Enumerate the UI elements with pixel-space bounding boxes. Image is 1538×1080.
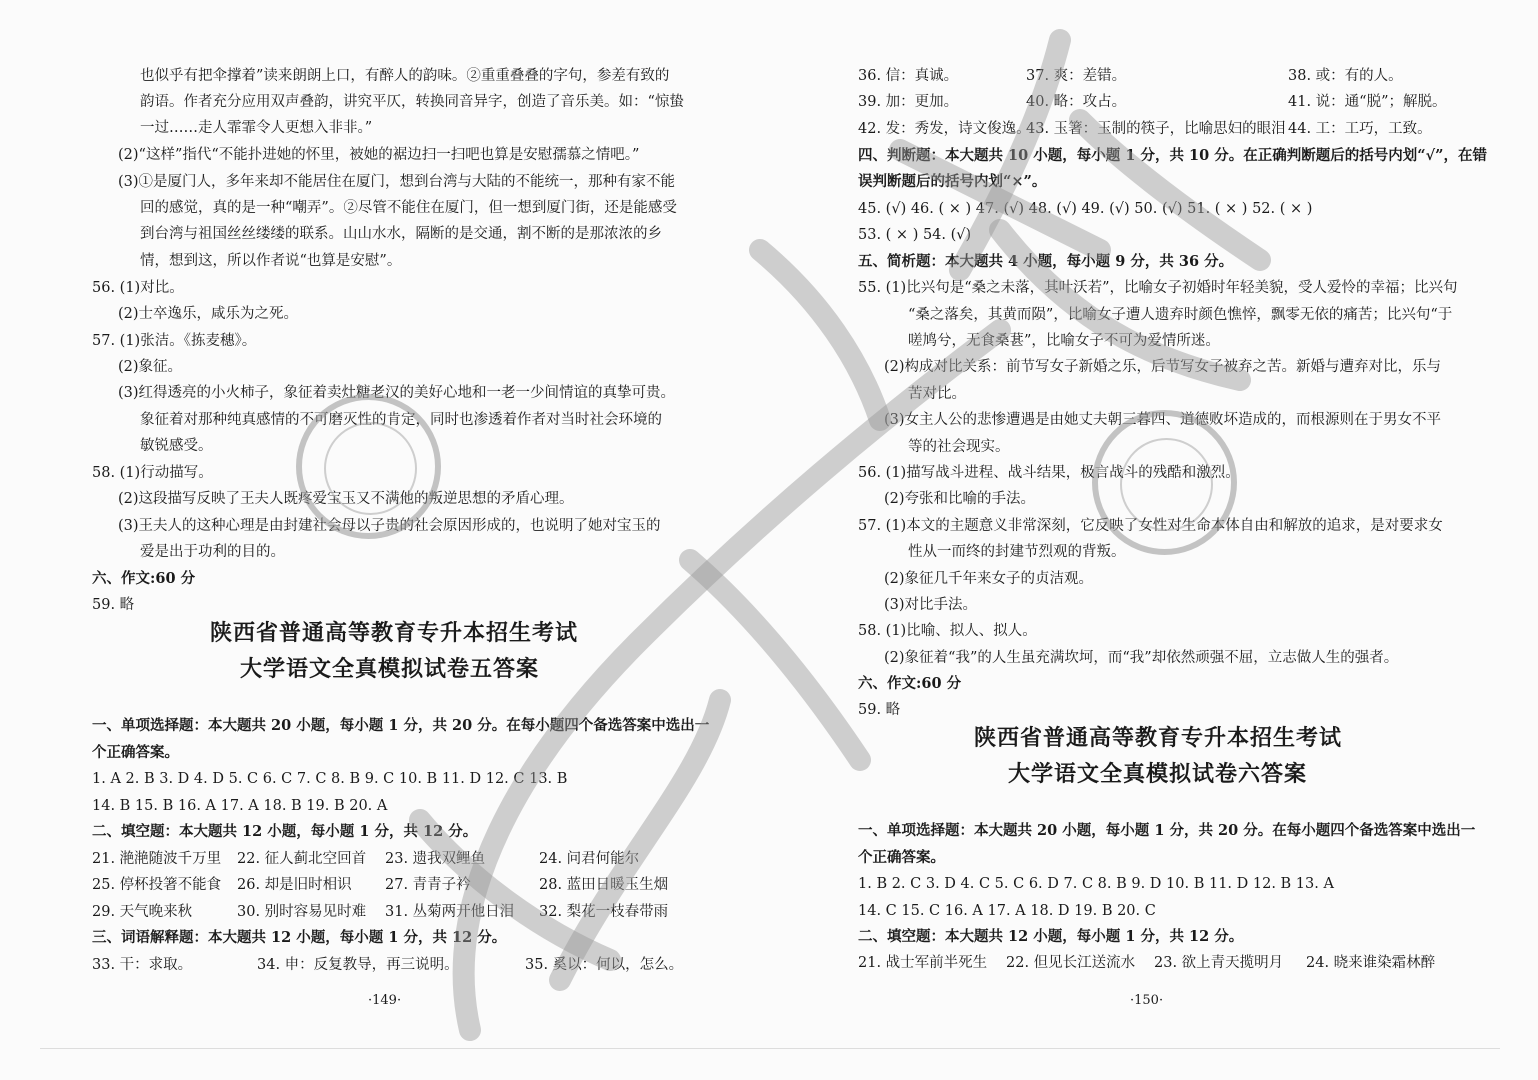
answer-line: (3)红得透亮的小火柿子，象征着卖灶糖老汉的美好心地和一老一少间情谊的真挚可贵。 [118,385,676,401]
answer-line: 爱是出于功利的目的。 [140,544,285,560]
section-heading: 三、词语解释题：本大题共 12 小题，每小题 1 分，共 12 分。 [92,929,507,946]
page-number: ·150· [1130,993,1164,1008]
answer-line: 56. (1)描写战斗进程、战斗结果，极言战斗的残酷和激烈。 [858,465,1240,481]
answer-key-line: 1. B 2. C 3. D 4. C 5. C 6. D 7. C 8. B 9. D 10. B 11. D 12. B 13. A [858,876,1334,892]
answer-line: (3)王夫人的这种心理是由封建社会母以子贵的社会原因形成的，也说明了她对宝玉的 [118,518,661,534]
definition-row [92,956,702,974]
answer-line: 57. (1)本文的主题意义非常深刻，它反映了女性对生命本体自由和解放的追求，是对要求女 [858,518,1443,534]
answer-key-line: 14. C 15. C 16. A 17. A 18. D 19. B 20. C [858,903,1156,919]
answer-line: 55. (1)比兴句是“桑之未落，其叶沃若”，比喻女子初婚时年轻美貌，受人爱怜的幸福；比兴句 [858,280,1458,296]
section-heading: 五、简析题：本大题共 4 小题，每小题 9 分，共 36 分。 [858,253,1234,270]
answer-line: (2)构成对比关系：前节写女子新婚之乐，后节写女子被弃之苦。新婚与遭弃对比，乐与 [884,359,1442,375]
definition: 44. 工：工巧，工致。 [1288,121,1432,137]
section-heading: 六、作文:60 分 [92,570,196,587]
answer-line: “桑之落矣，其黄而陨”，比喻女子遭人遗弃时颜色憔悴，飘零无依的痛苦；比兴句“于 [908,307,1453,323]
answer-key-line: 14. B 15. B 16. A 17. A 18. B 19. B 20. A [92,798,388,814]
answer-line: 到台湾与祖国丝丝缕缕的联系。山山水水，隔断的是交通，割不断的是那浓浓的乡 [140,226,662,242]
answer-line: 59. 略 [92,597,135,613]
answer-line: 一过……走人霏霏令人更想入非非。” [140,120,373,136]
fill-answer: 22. 征人蓟北空回首 [237,851,367,867]
section-heading: 六、作文:60 分 [858,675,962,692]
answer-line: 象征着对那种纯真感情的不可磨灭性的肯定，同时也渗透着作者对当时社会环境的 [140,412,662,428]
definition-row [858,120,1458,138]
fill-answer: 22. 但见长江送流水 [1006,955,1136,971]
exam-title: 陕西省普通高等教育专升本招生考试 [974,725,1343,751]
section-heading: 二、填空题：本大题共 12 小题，每小题 1 分，共 12 分。 [92,823,478,840]
definition: 39. 加：更加。 [858,94,959,110]
definition: 41. 说：通“脱”；解脱。 [1288,94,1447,110]
answer-line: 59. 略 [858,702,901,718]
answer-line: (2)这段描写反映了王夫人既疼爱宝玉又不满他的叛逆思想的矛盾心理。 [118,491,574,507]
section-heading: 二、填空题：本大题共 12 小题，每小题 1 分，共 12 分。 [858,928,1244,945]
definition-row [858,93,1458,111]
answer-line: 56. (1)对比。 [92,280,184,296]
answer-line: 敏锐感受。 [140,438,213,454]
answer-line: 回的感觉，真的是一种“嘲弄”。②尽管不能住在厦门，但一想到厦门街，还是能感受 [140,200,677,216]
fill-answer: 32. 梨花一枝春带雨 [539,904,669,920]
fill-answer: 21. 战士军前半死生 [858,955,988,971]
answer-line: 性从一而终的封建节烈观的背叛。 [908,544,1126,560]
section-heading: 一、单项选择题：本大题共 20 小题，每小题 1 分，共 20 分。在每小题四个备选答案中选出一 [858,822,1476,839]
fill-answer: 31. 丛菊两开他日泪 [385,904,515,920]
answer-line: 58. (1)比喻、拟人、拟人。 [858,623,1037,639]
definition: 36. 信：真诚。 [858,68,959,84]
answer-line: 57. (1)张洁。《拣麦穗》。 [92,333,257,349]
answer-line: (3)女主人公的悲惨遭遇是由她丈夫朝三暮四、道德败坏造成的，而根源则在于男女不平 [884,412,1442,428]
answer-line: (3)①是厦门人，多年来却不能居住在厦门，想到台湾与大陆的不能统一，那种有家不能 [118,174,676,190]
definition-row [858,67,1458,85]
page-fold-line [40,1048,1500,1049]
fill-answer: 24. 问君何能尔 [539,851,640,867]
section-heading: 个正确答案。 [92,744,179,761]
fill-answer: 25. 停杯投箸不能食 [92,877,222,893]
exam-subtitle: 大学语文全真模拟试卷五答案 [240,656,540,682]
definition: 34. 申：反复教导，再三说明。 [257,957,459,973]
fill-answer: 24. 晓来谁染霜林醉 [1306,955,1436,971]
fill-answer: 26. 却是旧时相识 [237,877,352,893]
fill-answer: 29. 天气晚来秋 [92,904,193,920]
fill-row [92,850,702,868]
watermark-stamp-right [1092,410,1237,555]
definition: 35. 奚以：何以，怎么。 [525,957,684,973]
page-number: ·149· [368,993,402,1008]
watermark-stamp-left [296,394,441,539]
answer-line: 等的社会现实。 [908,439,1010,455]
section-heading: 误判断题后的括号内划“×”。 [858,173,1047,190]
answer-line: 苦对比。 [908,386,966,402]
fill-answer: 28. 蓝田日暖玉生烟 [539,877,669,893]
definition: 40. 略：攻占。 [1026,94,1127,110]
answer-line: 韵语。作者充分应用双声叠韵，讲究平仄，转换同音异字，创造了音乐美。如：“惊蛰 [140,94,684,110]
answer-line: (2)象征几千年来女子的贞洁观。 [884,571,1094,587]
answer-line: 58. (1)行动描写。 [92,465,213,481]
fill-answer: 23. 遗我双鲤鱼 [385,851,486,867]
fill-row [92,876,702,894]
definition: 38. 或：有的人。 [1288,68,1403,84]
answer-line: (2)“这样”指代“不能扑进她的怀里，被她的裾边扫一扫吧也算是安慰孺慕之情吧。” [118,147,640,163]
answer-line: (2)士卒逸乐，咸乐为之死。 [118,306,299,322]
answer-line: 情，想到这，所以作者说“也算是安慰”。 [140,253,402,269]
answer-key-line: 45. (√) 46. ( × ) 47. (√) 48. (√) 49. (√) 50. (√) 51. ( × ) 52. ( × ) [858,201,1313,217]
fill-answer: 23. 欲上青天揽明月 [1154,955,1284,971]
section-heading: 一、单项选择题：本大题共 20 小题，每小题 1 分，共 20 分。在每小题四个备选答案中选出一 [92,717,710,734]
answer-key-line: 53. ( × ) 54. (√) [858,227,972,243]
answer-line: (2)夸张和比喻的手法。 [884,491,1036,507]
answer-line: (3)对比手法。 [884,597,978,613]
fill-answer: 21. 滟滟随波千万里 [92,851,222,867]
answer-line: (2)象征。 [118,359,183,375]
fill-row [92,903,702,921]
answer-line: (2)象征着“我”的人生虽充满坎坷，而“我”却依然顽强不屈，立志做人生的强者。 [884,650,1399,666]
exam-title: 陕西省普通高等教育专升本招生考试 [210,620,579,646]
section-heading: 个正确答案。 [858,849,945,866]
answer-key-line: 1. A 2. B 3. D 4. D 5. C 6. C 7. C 8. B 9. C 10. B 11. D 12. C 13. B [92,771,568,787]
definition: 33. 干：求取。 [92,957,193,973]
answer-line: 嗟鸠兮，无食桑葚”，比喻女子不可为爱情所迷。 [908,333,1220,349]
section-heading: 四、判断题：本大题共 10 小题，每小题 1 分，共 10 分。在正确判断题后的括号内划“√”，在错 [858,147,1487,164]
exam-subtitle: 大学语文全真模拟试卷六答案 [1008,761,1308,787]
definition: 43. 玉箸：玉制的筷子，比喻思妇的眼泪 [1026,121,1286,137]
fill-row [858,954,1458,972]
definition: 37. 爽：差错。 [1026,68,1127,84]
definition: 42. 发：秀发，诗文俊逸。 [858,121,1031,137]
answer-line: 也似乎有把伞撑着”读来朗朗上口，有醉人的韵味。②重重叠叠的字句，参差有致的 [140,68,670,84]
fill-answer: 27. 青青子衿 [385,877,471,893]
fill-answer: 30. 别时容易见时难 [237,904,367,920]
